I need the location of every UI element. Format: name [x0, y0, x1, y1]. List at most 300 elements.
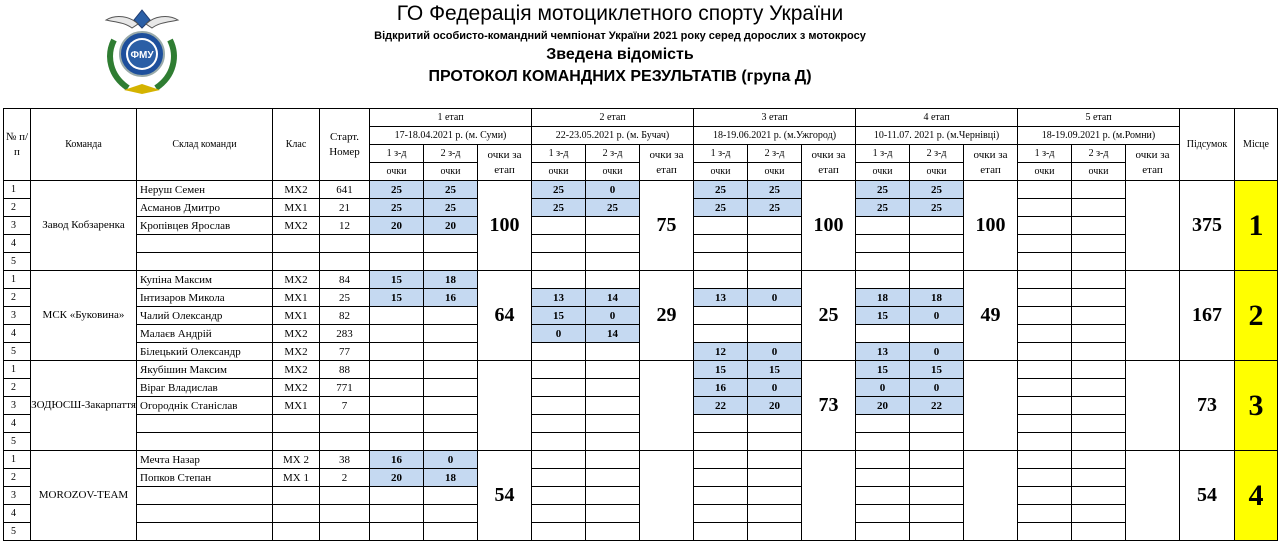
org-title: ГО Федерація мотоциклетного спорту України [396, 2, 844, 25]
rider-class: MX2 [273, 325, 320, 343]
race-points [586, 361, 640, 379]
stage-total [802, 451, 856, 541]
race-points [910, 469, 964, 487]
points-label: очки [424, 163, 478, 181]
rider-name: Мечта Назар [137, 451, 273, 469]
race-points [1018, 487, 1072, 505]
race-points [532, 217, 586, 235]
race-points [856, 505, 910, 523]
rider-name: Купіна Максим [137, 271, 273, 289]
points-label: очки [586, 163, 640, 181]
race-points [910, 487, 964, 505]
race-points [748, 307, 802, 325]
race-points [424, 235, 478, 253]
race-points [694, 253, 748, 271]
race-points: 12 [694, 343, 748, 361]
rider-name: Неруш Семен [137, 181, 273, 199]
rider-name: Малаєв Андрій [137, 325, 273, 343]
race-points [910, 451, 964, 469]
race-points [370, 325, 424, 343]
col-total: Підсумок [1180, 109, 1235, 181]
start-number: 25 [320, 289, 370, 307]
race-points: 18 [856, 289, 910, 307]
start-number: 38 [320, 451, 370, 469]
race-points: 0 [856, 379, 910, 397]
stage-4-name: 4 етап [856, 109, 1018, 127]
race-points [370, 487, 424, 505]
race-points [586, 271, 640, 289]
row-number: 5 [4, 523, 31, 541]
start-number: 88 [320, 361, 370, 379]
race-points [1018, 307, 1072, 325]
stage-total [964, 361, 1018, 451]
rider-name [137, 433, 273, 451]
row-number: 4 [4, 415, 31, 433]
race-points [1018, 343, 1072, 361]
team-name: Завод Кобзаренка [31, 181, 137, 271]
race-points [910, 235, 964, 253]
stage-total: 73 [802, 361, 856, 451]
start-number [320, 433, 370, 451]
stage-total [478, 361, 532, 451]
race-points [1072, 505, 1126, 523]
rider-class: MX2 [273, 217, 320, 235]
race-points [748, 487, 802, 505]
race-points: 0 [748, 379, 802, 397]
race-points [694, 487, 748, 505]
race-points: 15 [370, 271, 424, 289]
table-row [4, 451, 1278, 469]
race-points [586, 343, 640, 361]
stage-total [964, 451, 1018, 541]
race-points [856, 253, 910, 271]
race-points: 25 [694, 199, 748, 217]
race-points [586, 487, 640, 505]
points-label: очки [910, 163, 964, 181]
race-points [856, 451, 910, 469]
rider-class: MX 1 [273, 469, 320, 487]
stage-total: 29 [640, 271, 694, 361]
col-place: Місце [1235, 109, 1278, 181]
rider-class: MX1 [273, 199, 320, 217]
race-points [1018, 289, 1072, 307]
race-points [1072, 253, 1126, 271]
race-points [910, 433, 964, 451]
race-points: 15 [532, 307, 586, 325]
rider-class [273, 253, 320, 271]
race-points [586, 379, 640, 397]
start-number: 2 [320, 469, 370, 487]
race-points [424, 343, 478, 361]
race-points [1072, 181, 1126, 199]
race-points [424, 415, 478, 433]
row-number: 1 [4, 181, 31, 199]
start-number [320, 253, 370, 271]
race-points [586, 433, 640, 451]
row-number: 1 [4, 271, 31, 289]
race-points: 15 [910, 361, 964, 379]
race-points [1072, 451, 1126, 469]
stage-total [1126, 451, 1180, 541]
stage-total: 100 [802, 181, 856, 271]
race-points [748, 253, 802, 271]
race-points: 16 [424, 289, 478, 307]
stage-5-name: 5 етап [1018, 109, 1180, 127]
points-label: очки [856, 163, 910, 181]
race-points [910, 271, 964, 289]
race-points [1018, 469, 1072, 487]
race-points: 22 [910, 397, 964, 415]
rider-name: Інтизаров Микола [137, 289, 273, 307]
race-points [1018, 451, 1072, 469]
race-points [748, 415, 802, 433]
race-points [424, 379, 478, 397]
rider-name: Кропівцев Ярослав [137, 217, 273, 235]
rider-class: MX2 [273, 181, 320, 199]
race-points [424, 253, 478, 271]
rider-name: Попков Степан [137, 469, 273, 487]
race-points [532, 361, 586, 379]
race-points [424, 307, 478, 325]
col-class: Клас [273, 109, 320, 181]
rider-class [273, 505, 320, 523]
stage-total [640, 361, 694, 451]
race-points [370, 253, 424, 271]
race-points [694, 325, 748, 343]
race-points: 15 [748, 361, 802, 379]
stage-total [1126, 271, 1180, 361]
race-1-label: 1 з-д [694, 145, 748, 163]
race-points [1018, 199, 1072, 217]
race-points: 25 [532, 181, 586, 199]
race-points [856, 217, 910, 235]
race-points [532, 343, 586, 361]
race-points: 14 [586, 289, 640, 307]
protocol-title: ПРОТОКОЛ КОМАНДНИХ РЕЗУЛЬТАТІВ (група Д) [428, 68, 812, 85]
race-1-label: 1 з-д [532, 145, 586, 163]
race-points [1018, 181, 1072, 199]
row-number: 4 [4, 235, 31, 253]
race-points: 0 [910, 307, 964, 325]
stage-points-label: очки за етап [478, 145, 532, 181]
race-points [424, 505, 478, 523]
race-points [910, 217, 964, 235]
race-1-label: 1 з-д [1018, 145, 1072, 163]
race-points [586, 451, 640, 469]
rider-class [273, 487, 320, 505]
rider-name: Огороднік Станіслав [137, 397, 273, 415]
race-points: 13 [856, 343, 910, 361]
race-points [532, 235, 586, 253]
race-points [1018, 235, 1072, 253]
race-points [694, 433, 748, 451]
race-points [370, 505, 424, 523]
team-name: ЗОДЮСШ-Закарпаття [31, 361, 137, 451]
points-label: очки [532, 163, 586, 181]
race-2-label: 2 з-д [586, 145, 640, 163]
stage-2-date: 22-23.05.2021 р. (м. Бучач) [532, 127, 694, 145]
race-points: 25 [856, 181, 910, 199]
championship-subtitle: Відкритий особисто-командний чемпіонат України 2021 року серед дорослих з мотокросу [374, 30, 866, 42]
race-points [532, 451, 586, 469]
race-points: 15 [370, 289, 424, 307]
rider-name [137, 487, 273, 505]
race-points: 25 [424, 181, 478, 199]
race-points [370, 343, 424, 361]
race-points: 0 [424, 451, 478, 469]
race-points [532, 487, 586, 505]
race-points [424, 361, 478, 379]
race-points [1072, 361, 1126, 379]
team-total: 73 [1180, 361, 1235, 451]
race-points: 25 [910, 181, 964, 199]
stage-1-name: 1 етап [370, 109, 532, 127]
race-points [424, 325, 478, 343]
race-points [586, 469, 640, 487]
points-label: очки [694, 163, 748, 181]
race-points [1018, 271, 1072, 289]
rider-name: Чалий Олександр [137, 307, 273, 325]
col-roster: Склад команди [137, 109, 273, 181]
race-points [370, 379, 424, 397]
race-2-label: 2 з-д [424, 145, 478, 163]
rider-name [137, 235, 273, 253]
race-points [1018, 379, 1072, 397]
race-points [532, 505, 586, 523]
race-points [856, 433, 910, 451]
race-points [748, 451, 802, 469]
race-points: 18 [910, 289, 964, 307]
race-points [586, 415, 640, 433]
race-points: 0 [532, 325, 586, 343]
race-points [694, 271, 748, 289]
row-number: 1 [4, 451, 31, 469]
race-points: 18 [424, 271, 478, 289]
race-points [748, 217, 802, 235]
race-points: 0 [748, 289, 802, 307]
race-points [1072, 415, 1126, 433]
race-points [424, 487, 478, 505]
race-points [910, 505, 964, 523]
race-points [694, 235, 748, 253]
row-number: 1 [4, 361, 31, 379]
start-number [320, 487, 370, 505]
race-points [370, 397, 424, 415]
row-number: 2 [4, 469, 31, 487]
race-points: 25 [748, 181, 802, 199]
points-label: очки [1018, 163, 1072, 181]
race-points [1072, 307, 1126, 325]
row-number: 4 [4, 325, 31, 343]
stage-points-label: очки за етап [640, 145, 694, 181]
race-points: 15 [694, 361, 748, 379]
race-points [532, 379, 586, 397]
start-number: 7 [320, 397, 370, 415]
race-points: 20 [424, 217, 478, 235]
race-points: 25 [424, 199, 478, 217]
stage-points-label: очки за етап [1126, 145, 1180, 181]
race-points [748, 469, 802, 487]
stage-3-name: 3 етап [694, 109, 856, 127]
team-total: 54 [1180, 451, 1235, 541]
race-points: 20 [370, 217, 424, 235]
race-points [748, 505, 802, 523]
race-points [1018, 217, 1072, 235]
race-points: 0 [586, 181, 640, 199]
col-num: № п/п [4, 109, 31, 181]
team-place: 2 [1235, 271, 1278, 361]
race-points [1018, 361, 1072, 379]
race-points [1072, 343, 1126, 361]
race-points [748, 271, 802, 289]
race-points [1072, 235, 1126, 253]
stage-total: 100 [478, 181, 532, 271]
race-points [532, 397, 586, 415]
table-row [4, 181, 1278, 199]
stage-total: 64 [478, 271, 532, 361]
race-points [694, 505, 748, 523]
rider-class: MX1 [273, 289, 320, 307]
race-points: 14 [586, 325, 640, 343]
rider-class: MX2 [273, 379, 320, 397]
race-points [1018, 253, 1072, 271]
start-number: 771 [320, 379, 370, 397]
race-points [1018, 325, 1072, 343]
race-points: 13 [532, 289, 586, 307]
row-number: 3 [4, 397, 31, 415]
points-label: очки [748, 163, 802, 181]
start-number: 12 [320, 217, 370, 235]
team-name: МСК «Буковина» [31, 271, 137, 361]
race-points [910, 415, 964, 433]
results-table [3, 108, 1278, 541]
start-number: 84 [320, 271, 370, 289]
race-points [1072, 289, 1126, 307]
race-points [748, 325, 802, 343]
race-points [748, 433, 802, 451]
row-number: 4 [4, 505, 31, 523]
stage-points-label: очки за етап [802, 145, 856, 181]
race-points [694, 415, 748, 433]
race-points [1072, 433, 1126, 451]
start-number: 77 [320, 343, 370, 361]
race-points: 13 [694, 289, 748, 307]
race-points [910, 253, 964, 271]
points-label: очки [1072, 163, 1126, 181]
race-points [532, 253, 586, 271]
race-2-label: 2 з-д [748, 145, 802, 163]
race-points [1018, 415, 1072, 433]
rider-name: Білецький Олександр [137, 343, 273, 361]
race-2-label: 2 з-д [1072, 145, 1126, 163]
race-points [694, 307, 748, 325]
race-points [370, 415, 424, 433]
rider-class [273, 433, 320, 451]
race-points [532, 433, 586, 451]
team-place: 1 [1235, 181, 1278, 271]
rider-class: MX2 [273, 343, 320, 361]
race-points [532, 271, 586, 289]
race-points [856, 271, 910, 289]
stage-1-date: 17-18.04.2021 р. (м. Суми) [370, 127, 532, 145]
race-points: 20 [370, 469, 424, 487]
race-points: 25 [370, 181, 424, 199]
race-points [748, 235, 802, 253]
stage-total [1126, 361, 1180, 451]
row-number: 5 [4, 253, 31, 271]
col-team: Команда [31, 109, 137, 181]
race-points: 25 [532, 199, 586, 217]
rider-class: MX 2 [273, 451, 320, 469]
race-points [586, 505, 640, 523]
race-points [370, 307, 424, 325]
race-points [370, 361, 424, 379]
race-points: 25 [910, 199, 964, 217]
rider-class [273, 235, 320, 253]
rider-name [137, 415, 273, 433]
race-points [1072, 487, 1126, 505]
race-points [1072, 379, 1126, 397]
race-points [532, 469, 586, 487]
start-number [320, 235, 370, 253]
stage-total [640, 451, 694, 541]
race-points [1018, 397, 1072, 415]
race-points [1072, 271, 1126, 289]
rider-name [137, 505, 273, 523]
start-number [320, 415, 370, 433]
race-points [586, 217, 640, 235]
race-points: 25 [370, 199, 424, 217]
stage-total: 25 [802, 271, 856, 361]
stage-total: 75 [640, 181, 694, 271]
race-points [424, 397, 478, 415]
stage-4-date: 10-11.07. 2021 р. (м.Чернівці) [856, 127, 1018, 145]
stage-2-name: 2 етап [532, 109, 694, 127]
race-points [694, 451, 748, 469]
row-number: 2 [4, 379, 31, 397]
race-points: 0 [586, 307, 640, 325]
row-number: 2 [4, 199, 31, 217]
table-row [4, 361, 1278, 379]
race-points: 15 [856, 361, 910, 379]
race-points [910, 325, 964, 343]
rider-name [137, 253, 273, 271]
race-points [856, 469, 910, 487]
race-points [1072, 397, 1126, 415]
race-points [856, 325, 910, 343]
stage-total: 100 [964, 181, 1018, 271]
race-points: 16 [694, 379, 748, 397]
start-number: 641 [320, 181, 370, 199]
race-points [1072, 217, 1126, 235]
stage-5-date: 18-19.09.2021 р. (м.Ромни) [1018, 127, 1180, 145]
row-number: 3 [4, 307, 31, 325]
start-number: 82 [320, 307, 370, 325]
race-points: 0 [910, 343, 964, 361]
rider-name: Якубішин Максим [137, 361, 273, 379]
race-points: 20 [856, 397, 910, 415]
race-1-label: 1 з-д [856, 145, 910, 163]
row-number: 3 [4, 487, 31, 505]
rider-name: Віраг Владислав [137, 379, 273, 397]
race-points: 18 [424, 469, 478, 487]
row-number: 5 [4, 343, 31, 361]
race-points: 0 [910, 379, 964, 397]
start-number: 21 [320, 199, 370, 217]
rider-class: MX1 [273, 397, 320, 415]
stage-points-label: очки за етап [964, 145, 1018, 181]
start-number [320, 505, 370, 523]
